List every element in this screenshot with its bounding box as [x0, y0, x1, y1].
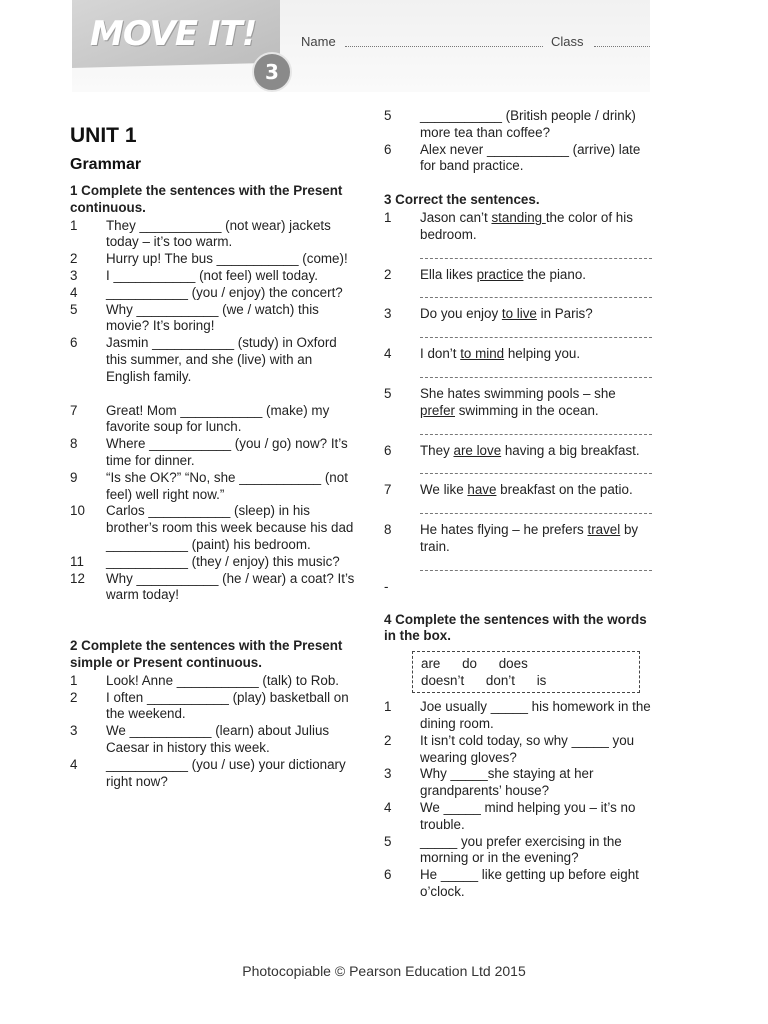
item-number: 3	[70, 267, 78, 283]
item-number: 2	[384, 732, 392, 748]
item-text: He _____ like getting up before eight o’clock.	[420, 867, 639, 899]
exercise-item	[384, 733, 652, 767]
exercise-item	[70, 554, 355, 571]
exercise-item	[384, 522, 652, 556]
class-label: Class	[551, 34, 584, 49]
exercise-item	[384, 306, 652, 323]
exercise-item	[70, 302, 355, 336]
exercise-4-heading: 4 Complete the sentences with the words in the box.	[384, 611, 647, 644]
item-text: We _____ mind helping you – it’s no trouble.	[420, 799, 636, 832]
name-field[interactable]	[345, 46, 543, 47]
box-word: doesn’t	[421, 673, 465, 689]
item-number: 5	[384, 385, 392, 401]
exercise-item	[384, 800, 652, 834]
underlined-error: to live	[501, 306, 537, 322]
underlined-error: practice	[476, 266, 524, 282]
item-text: Alex never ___________ (arrive) late for band practice.	[420, 141, 641, 174]
answer-line[interactable]	[420, 363, 652, 378]
exercise-item	[70, 757, 355, 791]
item-text	[420, 306, 652, 323]
item-text	[420, 443, 652, 460]
item-number: 6	[384, 442, 392, 458]
exercise-item	[384, 386, 652, 420]
answer-line[interactable]	[420, 459, 652, 474]
item-number: 1	[384, 699, 392, 715]
stray-mark: -	[384, 578, 389, 594]
answer-line[interactable]	[420, 244, 652, 259]
item-number: 4	[70, 756, 78, 772]
exercise-item	[70, 503, 355, 553]
exercise-item	[384, 443, 652, 460]
item-number: 4	[384, 346, 392, 362]
exercise-item	[384, 766, 652, 800]
exercise-item	[384, 267, 652, 284]
item-number: 3	[384, 766, 392, 782]
item-number: 8	[384, 522, 392, 538]
item-text: We ___________ (learn) about Julius Caesar in history this week.	[106, 723, 330, 755]
underlined-error: prefer	[420, 402, 455, 418]
sentence-end: breakfast on the patio.	[496, 482, 633, 498]
item-text: _____ you prefer exercising in the morning or in the evening?	[420, 833, 622, 866]
answer-line[interactable]	[420, 283, 652, 298]
box-word: is	[536, 673, 547, 689]
item-number: 6	[384, 867, 392, 883]
right-column	[384, 108, 652, 901]
exercise-item	[70, 571, 355, 605]
item-number: 2	[70, 251, 78, 267]
exercise-4-list	[384, 699, 652, 901]
level-badge: 3	[252, 52, 292, 92]
item-text	[420, 482, 652, 499]
item-number: 6	[384, 141, 392, 157]
exercise-item	[70, 470, 355, 504]
item-text: Great! Mom ___________ (make) my favorite soup for lunch.	[106, 402, 330, 435]
item-number: 3	[70, 723, 78, 739]
item-text	[420, 522, 652, 556]
sentence-start: They	[420, 442, 454, 458]
exercise-item	[70, 723, 355, 757]
item-number: 8	[70, 436, 78, 452]
item-number: 1	[384, 209, 392, 225]
sentence-start: Ella likes	[420, 266, 477, 282]
box-word: do	[462, 656, 477, 672]
exercise-item	[70, 436, 355, 470]
item-number: 3	[384, 306, 392, 322]
item-number: 6	[70, 335, 78, 351]
footer-copyright: Photocopiable © Pearson Education Ltd 2015	[242, 963, 526, 979]
move-it-logo: MOVE IT!	[90, 14, 257, 54]
exercise-1-list	[70, 218, 355, 605]
sentence-end: the piano.	[523, 266, 586, 282]
exercise-item	[70, 673, 355, 690]
item-number: 11	[70, 553, 84, 569]
item-number: 1	[70, 217, 78, 233]
item-text: Jasmin ___________ (study) in Oxford this summer, and she (live) with an English family.	[106, 335, 337, 384]
sentence-start: We like	[420, 482, 468, 498]
item-number: 2	[70, 689, 78, 705]
sentence-start: Do you enjoy	[420, 306, 502, 322]
answer-line[interactable]	[420, 323, 652, 338]
underlined-error: are love	[453, 442, 502, 458]
word-box	[412, 651, 640, 693]
item-text	[420, 386, 652, 420]
sentence-end: helping you.	[504, 346, 581, 362]
item-text: I often ___________ (play) basketball on the weekend.	[106, 689, 349, 722]
name-label: Name	[301, 34, 336, 49]
answer-line[interactable]	[420, 420, 652, 435]
exercise-3-heading: 3 Correct the sentences.	[384, 192, 540, 208]
exercise-2-heading: 2 Complete the sentences with the Present simple or Present continuous.	[70, 638, 343, 670]
box-word: don’t	[485, 673, 515, 689]
box-word: does	[498, 656, 528, 672]
exercise-1-heading: 1 Complete the sentences with the Present continuous.	[70, 183, 343, 215]
sentence-start: I don’t	[420, 346, 461, 362]
exercise-item	[70, 285, 355, 302]
item-text: Why ___________ (he / wear) a coat? It’s warm today!	[106, 570, 355, 603]
item-number: 10	[70, 503, 85, 519]
sentence-end: in Paris?	[536, 306, 593, 322]
item-text: It isn’t cold today, so why _____ you wearing gloves?	[420, 732, 635, 765]
exercise-item	[70, 335, 355, 385]
item-text: ___________ (British people / drink) more tea than coffee?	[420, 108, 636, 140]
item-number: 2	[384, 266, 392, 282]
sentence-end: having a big breakfast.	[501, 442, 640, 458]
sentence-start: Jason can’t	[420, 209, 492, 225]
answer-line[interactable]	[420, 556, 652, 571]
left-column	[70, 183, 355, 790]
item-text	[420, 210, 652, 244]
item-text: “Is she OK?” “No, she ___________ (not feel) well right now.”	[106, 469, 348, 502]
section-title: Grammar	[70, 156, 142, 173]
item-text: ___________ (you / use) your dictionary right now?	[106, 756, 346, 789]
exercise-item	[384, 210, 652, 244]
underlined-error: travel	[587, 522, 621, 538]
exercise-item	[384, 108, 652, 142]
item-text: Why _____she staying at her grandparents’ house?	[420, 766, 594, 799]
exercise-item	[384, 142, 652, 176]
sentence-end: swimming in the ocean.	[454, 402, 599, 418]
exercise-item	[384, 834, 652, 868]
item-text: Where ___________ (you / go) now? It’s time for dinner.	[106, 436, 348, 468]
exercise-item	[384, 346, 652, 363]
item-text: Hurry up! The bus ___________ (come)!	[106, 251, 348, 267]
item-number: 9	[70, 469, 78, 485]
item-text: They ___________ (not wear) jackets today – it’s too warm.	[106, 217, 331, 250]
item-number: 12	[70, 570, 85, 586]
sentence-start: She hates swimming pools – she	[420, 385, 616, 401]
item-number: 5	[384, 108, 392, 123]
exercise-item	[70, 268, 355, 285]
exercise-item	[70, 251, 355, 268]
item-number: 5	[384, 833, 392, 849]
underlined-error: standing	[491, 209, 546, 225]
class-field[interactable]	[594, 46, 650, 47]
item-number: 5	[70, 301, 78, 317]
item-number: 7	[384, 482, 392, 498]
item-number: 7	[70, 402, 78, 418]
item-text: Look! Anne ___________ (talk) to Rob.	[106, 672, 340, 688]
item-text	[420, 346, 652, 363]
exercise-2-list-continued	[384, 108, 652, 175]
item-number: 4	[384, 799, 392, 815]
item-text: Why ___________ (we / watch) this movie? It’s boring!	[106, 301, 319, 334]
item-text: Joe usually _____ his homework in the dining room.	[420, 699, 651, 731]
item-text	[420, 267, 652, 284]
exercise-item	[70, 403, 355, 437]
item-number: 4	[70, 284, 78, 300]
exercise-3-list	[384, 210, 652, 571]
sentence-end: by train.	[420, 522, 639, 554]
sentence-end: the color of his bedroom.	[420, 209, 633, 242]
item-text: ___________ (you / enjoy) the concert?	[106, 284, 343, 300]
item-text: I ___________ (not feel) well today.	[106, 267, 318, 283]
underlined-error: have	[467, 482, 497, 498]
item-number: 1	[70, 672, 78, 688]
exercise-2-list	[70, 673, 355, 791]
answer-line[interactable]	[420, 499, 652, 514]
exercise-item	[70, 690, 355, 724]
unit-title: UNIT 1	[70, 124, 137, 147]
item-text: ___________ (they / enjoy) this music?	[106, 553, 340, 569]
item-text: Carlos ___________ (sleep) in his brother’s room this week because his dad ___________ (paint) his bedroom.	[106, 503, 354, 552]
underlined-error: to mind	[460, 346, 505, 362]
exercise-item	[384, 867, 652, 901]
exercise-item	[384, 699, 652, 733]
exercise-item	[70, 218, 355, 252]
sentence-start: He hates flying – he prefers	[420, 522, 588, 538]
box-word: are	[421, 656, 441, 672]
exercise-item	[384, 482, 652, 499]
